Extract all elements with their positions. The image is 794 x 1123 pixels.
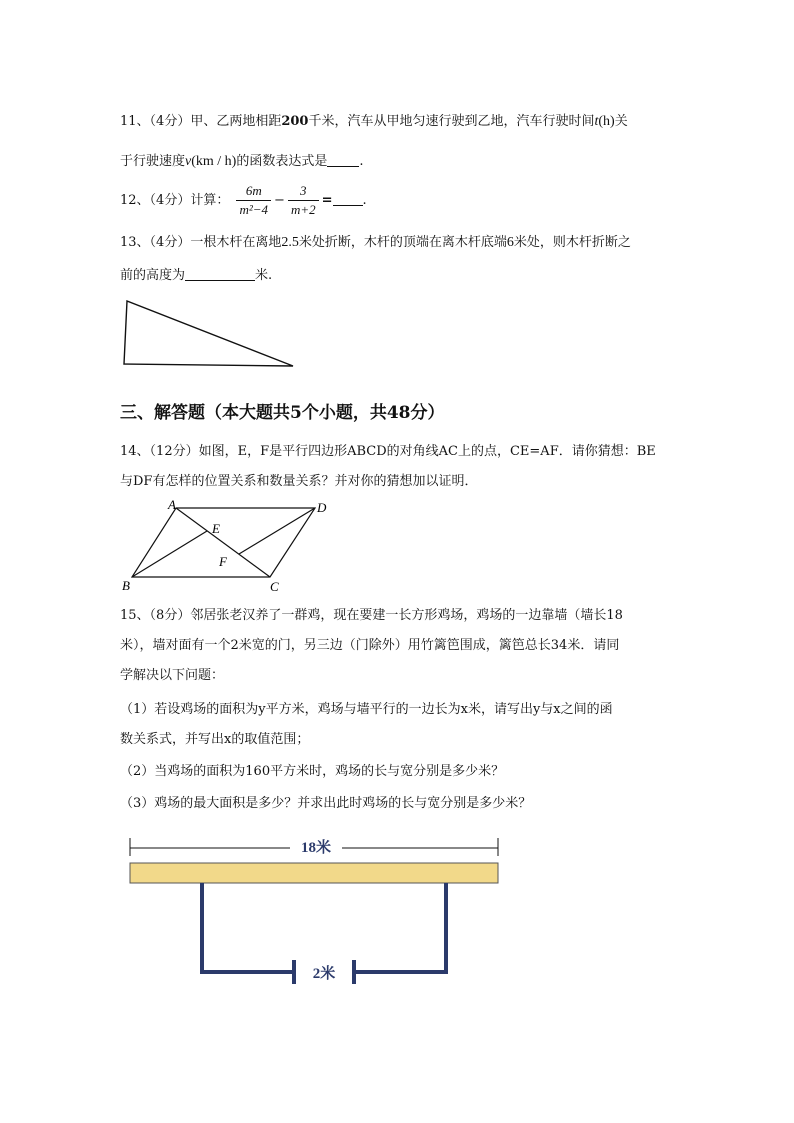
wall-length-label: 18米 bbox=[300, 840, 332, 856]
q12-line bbox=[120, 183, 367, 218]
q13-text: 前的高度为 bbox=[120, 268, 186, 283]
frac1-denominator: m²−4 bbox=[236, 200, 271, 218]
q15-line3: 学解决以下问题： bbox=[120, 668, 225, 683]
q13-number: 13、（4分） bbox=[120, 235, 191, 250]
q11-line2 bbox=[120, 150, 364, 170]
q11-text: 千米，汽车从甲地匀速行驶到乙地，汽车行驶时间 bbox=[308, 114, 595, 129]
label-d: D bbox=[317, 500, 327, 515]
q11-var-v: v bbox=[185, 154, 192, 169]
q11-text: 甲、乙两地相距 bbox=[190, 114, 282, 129]
frac2-denominator: m+2 bbox=[288, 200, 319, 218]
label-b: B bbox=[122, 578, 130, 593]
q13-line1 bbox=[120, 231, 631, 251]
q11-text: 于行驶速度 bbox=[120, 154, 186, 169]
parallelogram-figure bbox=[118, 496, 330, 594]
q14-line2: 与DF有怎样的位置关系和数量关系？并对你的猜想加以证明． bbox=[120, 474, 478, 489]
q12-answer-blank[interactable] bbox=[333, 191, 363, 206]
door-width-label: 2米 bbox=[312, 966, 336, 982]
wall bbox=[130, 863, 498, 883]
q11-text: 的函数表达式是 bbox=[236, 154, 328, 169]
q12-number: 12、（4分） bbox=[120, 193, 191, 208]
fence-right bbox=[354, 883, 446, 972]
q12-minus: − bbox=[274, 193, 285, 208]
q12-text: . bbox=[362, 193, 367, 208]
q11-answer-blank[interactable] bbox=[327, 152, 359, 167]
chicken-coop-figure bbox=[124, 834, 506, 984]
q13-text: 米. bbox=[255, 268, 273, 283]
q11-unit-v: (km / h) bbox=[191, 154, 237, 169]
segment-be bbox=[132, 531, 207, 577]
q14-line1: 14、（12分）如图，E，F是平行四边形ABCD的对角线AC上的点，CE=AF．请你猜想：BE bbox=[120, 444, 656, 459]
frac1-numerator: 6m bbox=[245, 183, 262, 198]
q13-text: 一根木杆在离地 bbox=[190, 235, 282, 250]
segment-df bbox=[239, 508, 315, 554]
q13-answer-blank[interactable] bbox=[185, 266, 255, 281]
label-c: C bbox=[270, 579, 279, 594]
q11-distance: 200 bbox=[281, 114, 309, 129]
q15-sub1-line1: （1）若设鸡场的面积为y平方米，鸡场与墙平行的一边长为x米，请写出y与x之间的函 bbox=[120, 702, 613, 717]
q15-line1: 15、（8分）邻居张老汉养了一群鸡，现在要建一长方形鸡场，鸡场的一边靠墙（墙长18 bbox=[120, 608, 623, 623]
q11-text: . bbox=[359, 154, 364, 169]
q11-number: 11、（4分） bbox=[120, 114, 191, 129]
label-a: A bbox=[168, 497, 176, 512]
q13-text: 米处折断，木杆的顶端在离木杆底端 bbox=[298, 235, 507, 250]
q13-line2 bbox=[120, 264, 272, 283]
q11-line1 bbox=[120, 110, 628, 130]
q15-sub3: （3）鸡场的最大面积是多少？并求出此时鸡场的长与宽分别是多少米？ bbox=[120, 796, 532, 811]
frac2-numerator: 3 bbox=[300, 183, 307, 198]
triangle-shape bbox=[124, 301, 293, 366]
q11-unit-t: (h) bbox=[598, 114, 615, 129]
q12-text: 计算： bbox=[190, 193, 230, 208]
label-f: F bbox=[219, 554, 227, 569]
q11-var-t: t bbox=[594, 114, 599, 129]
section-3-title: 三、解答题（本大题共5个小题，共48分） bbox=[120, 403, 445, 423]
q15-line2: 米），墙对面有一个2米宽的门，另三边（门除外）用竹篱笆围成，篱笆总长34米．请同 bbox=[120, 638, 620, 653]
q13-height: 2.5 bbox=[281, 235, 299, 250]
q12-fraction-1 bbox=[236, 183, 271, 218]
q11-text: 关 bbox=[614, 114, 628, 129]
q12-equals: = bbox=[321, 193, 333, 208]
q13-triangle-figure bbox=[118, 296, 298, 370]
q15-sub2: （2）当鸡场的面积为160平方米时，鸡场的长与宽分别是多少米？ bbox=[120, 764, 505, 779]
fence-left bbox=[202, 883, 294, 972]
q15-sub1-line2: 数关系式，并写出x的取值范围； bbox=[120, 732, 310, 747]
q13-distance: 6 bbox=[506, 235, 514, 250]
q13-text: 米处，则木杆折断之 bbox=[513, 235, 631, 250]
q12-fraction-2 bbox=[288, 183, 319, 218]
label-e: E bbox=[212, 521, 220, 536]
